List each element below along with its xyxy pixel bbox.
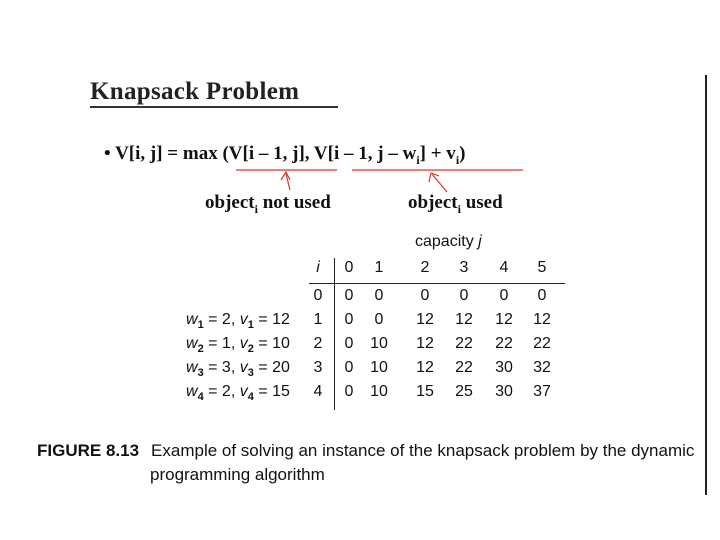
bullet: • [104,143,111,164]
table-cell: 22 [495,335,513,352]
item-weight-value [186,335,290,355]
column-header: 2 [420,259,430,276]
value-sub: 3 [247,367,254,380]
weight-symbol: w [186,383,198,400]
value-value: = 10 [253,335,290,352]
formula-part3: ) [459,143,466,164]
row-index: 1 [313,311,323,328]
table-cell: 22 [455,335,473,352]
table-cell: 22 [533,335,551,352]
formula-sub-w: i [416,152,420,167]
value-value: = 20 [253,359,290,376]
table-cell: 0 [344,383,354,400]
table-cell: 0 [537,287,547,304]
figure-caption [37,438,694,464]
value-symbol: v [239,311,248,328]
figure-label: FIGURE 8.13 [37,441,140,460]
table-row-header-rule [334,258,335,410]
capacity-var: j [478,233,482,250]
arrowhead-not-used [281,172,290,180]
item-weight-value [186,383,290,403]
slide-title: Knapsack Problem [90,78,300,105]
table-cell: 15 [416,383,434,400]
weight-symbol: w [186,359,198,376]
table-cell: 12 [495,311,513,328]
table-cell: 0 [420,287,430,304]
column-header: 4 [499,259,509,276]
ann-not-used-prefix: object [205,192,255,213]
weight-sub: 3 [197,367,204,380]
table-cell: 0 [344,335,354,352]
weight-sub: 4 [197,391,204,404]
weight-value: = 1, [203,335,240,352]
column-header: 3 [459,259,469,276]
table-cell: 0 [344,287,354,304]
caption-line2: programming algorithm [150,465,325,484]
table-cell: 22 [455,359,473,376]
row-header-i: i [316,259,320,276]
formula-part2: ] + v [419,143,456,164]
table-cell: 12 [455,311,473,328]
table-cell: 10 [370,383,388,400]
row-index: 2 [313,335,323,352]
value-value: = 12 [253,311,290,328]
ann-not-used-suffix: not used [257,192,331,213]
table-cell: 0 [344,359,354,376]
value-symbol: v [239,359,248,376]
table-cell: 0 [499,287,509,304]
ann-not-used-sub: i [254,201,258,216]
item-weight-value [186,311,290,331]
column-header: 5 [537,259,547,276]
table-cell: 10 [370,359,388,376]
table-cell: 0 [459,287,469,304]
value-value: = 15 [253,383,290,400]
arrow-used [432,174,447,192]
table-cell: 37 [533,383,551,400]
table-cell: 12 [533,311,551,328]
column-header: 0 [344,259,354,276]
label-object-not-used [205,192,331,217]
formula-sub-v: i [455,152,460,167]
table-cell: 0 [374,311,384,328]
table-cell: 0 [344,311,354,328]
value-symbol: v [239,335,248,352]
column-header: 1 [374,259,384,276]
row-index: 4 [313,383,323,400]
table-cell: 32 [533,359,551,376]
table-cell: 12 [416,311,434,328]
table-cell: 0 [374,287,384,304]
table-cell: 12 [416,335,434,352]
item-weight-value [186,359,290,379]
formula-part1: V[i, j] = max (V[i – 1, j], V[i – 1, j – w [115,143,417,164]
weight-sub: 1 [197,319,204,332]
table-cell: 10 [370,335,388,352]
weight-sub: 2 [197,343,204,356]
row-index: 3 [313,359,323,376]
weight-value: = 3, [203,359,240,376]
table-cell: 30 [495,359,513,376]
label-object-used [408,192,503,217]
weight-value: = 2, [203,311,240,328]
capacity-label [415,233,482,251]
capacity-text: capacity [415,233,474,250]
table-header-rule [309,283,565,284]
value-sub: 1 [247,319,254,332]
weight-symbol: w [186,335,198,352]
weight-value: = 2, [203,383,240,400]
value-symbol: v [239,383,248,400]
table-cell: 12 [416,359,434,376]
weight-symbol: w [186,311,198,328]
value-sub: 4 [247,391,254,404]
caption-line1: Example of solving an instance of the knapsack problem by the dynamic [151,441,695,460]
ann-used-prefix: object [408,192,458,213]
ann-used-sub: i [457,201,461,216]
value-sub: 2 [247,343,254,356]
ann-used-suffix: used [460,192,503,213]
table-cell: 30 [495,383,513,400]
table-cell: 25 [455,383,473,400]
row-index: 0 [313,287,323,304]
